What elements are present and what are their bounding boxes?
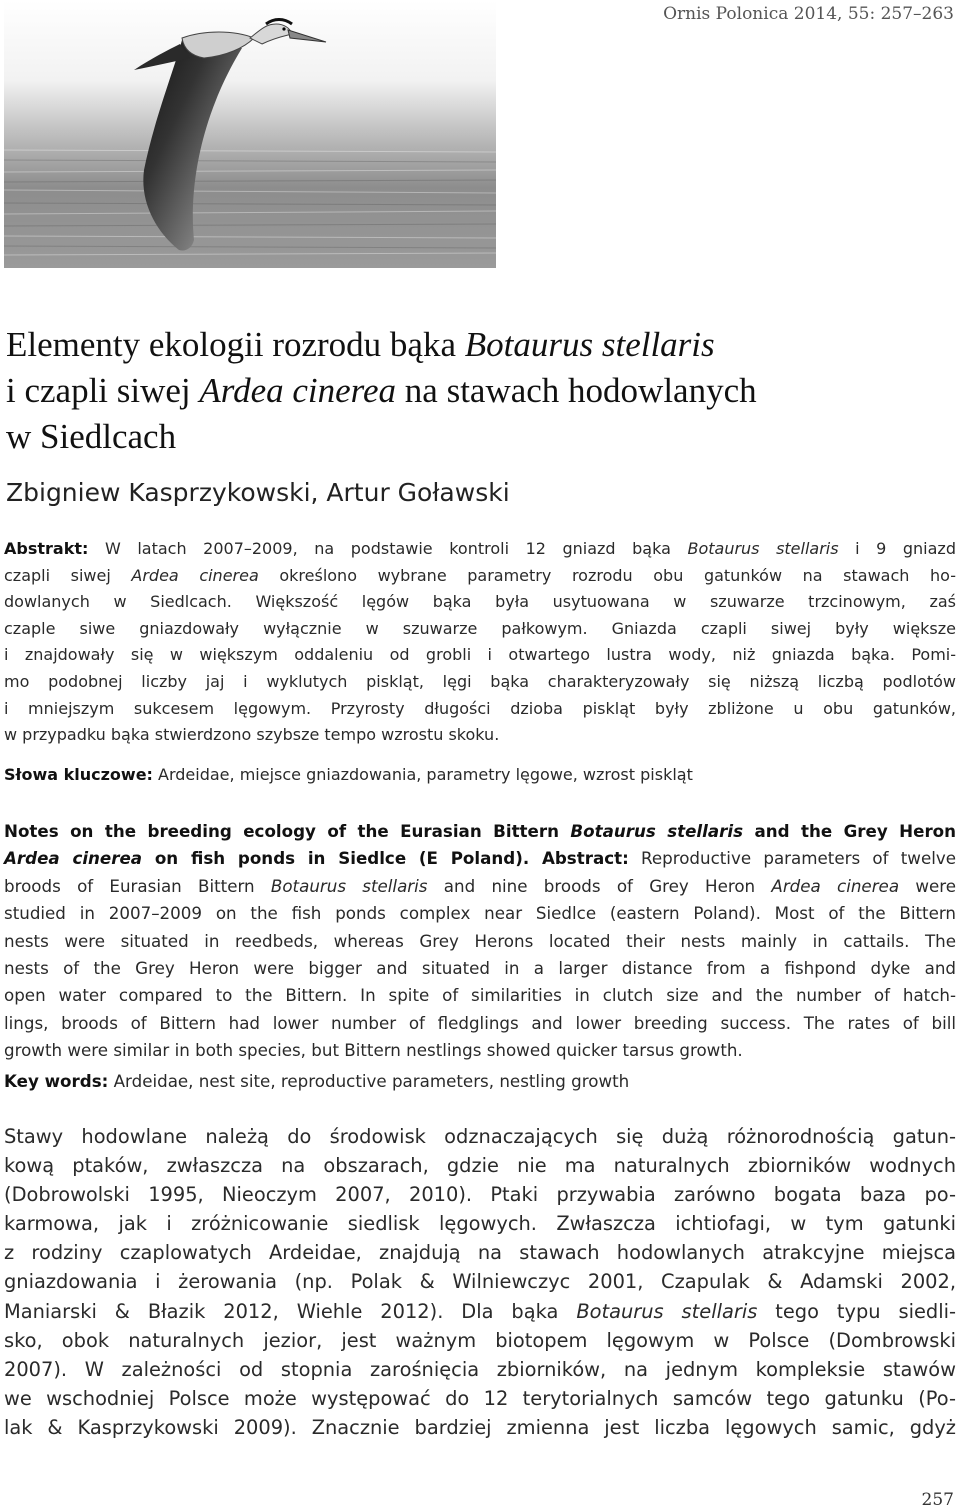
- keywords-label: Słowa kluczowe:: [4, 765, 153, 784]
- body-line: 2007). W zależności od stopnia zarośnięcia zbiorników, na jednym kompleksie stawów: [4, 1357, 956, 1381]
- body-text-span: tego typu siedli-: [757, 1299, 956, 1323]
- abstract-text: and nine broods of Grey Heron: [427, 875, 772, 896]
- title-text: Elementy ekologii rozrodu bąka: [6, 325, 465, 364]
- keywords-english: [4, 1069, 956, 1093]
- abstract-english: [4, 818, 956, 1065]
- body-line: gniazdowania i żerowania (np. Polak & Wilniewczyc 2001, Czapulak & Adamski 2002,: [4, 1270, 956, 1294]
- page-number: 257: [921, 1490, 954, 1510]
- keywords-text: Ardeidae, nest site, reproductive parameters, nestling growth: [108, 1071, 630, 1091]
- abstract-text: w przypadku bąka stwierdzono szybsze tempo wzrostu skoku.: [4, 725, 500, 745]
- species-name: Botaurus stellaris: [570, 821, 744, 841]
- abstract-text: czaple siwe gniazdowały wyłącznie w szuwarze pałkowym. Gniazda czapli siwej były większe: [4, 618, 956, 638]
- title-text: w Siedlcach: [6, 417, 177, 456]
- abstract-text: broods of Eurasian Bittern: [4, 875, 271, 896]
- abstract-text: Reproductive parameters of twelve: [628, 848, 956, 869]
- body-line: sko, obok naturalnych jezior, jest ważnym biotopem lęgowym w Polsce (Dombrowski: [4, 1328, 956, 1352]
- abstract-text: open water compared to the Bittern. In spite of similarities in clutch size and the number of hatch-: [4, 985, 956, 1006]
- keywords-label: Key words:: [4, 1071, 109, 1091]
- abstract-text: nests were situated in reedbeds, whereas Grey Herons located their nests mainly in cattails. The: [4, 930, 956, 951]
- english-title: and the Grey Heron: [743, 821, 957, 841]
- species-name: Botaurus stellaris: [270, 875, 428, 896]
- english-title: on fish ponds in Siedlce (E Poland). Abstract:: [142, 848, 629, 869]
- authors: Zbigniew Kasprzykowski, Artur Goławski: [6, 478, 510, 507]
- abstract-text: W latach 2007–2009, na podstawie kontroli 12 gniazd bąka: [88, 539, 688, 558]
- abstract-text: i 9 gniazd: [838, 539, 956, 558]
- body-text: [4, 1122, 956, 1442]
- body-line: Stawy hodowlane należą do środowisk odznaczających się dużą różnorodnością gatun-: [4, 1125, 956, 1148]
- keywords-polish: [4, 763, 956, 787]
- title-text: na stawach hodowlanych: [396, 371, 757, 410]
- body-line: (Dobrowolski 1995, Nieoczym 2007, 2010). Ptaki przywabia zarówno bogata baza po-: [4, 1183, 956, 1207]
- abstract-text: i mniejszym sukcesem lęgowym. Przyrosty długości dzioba piskląt były zbliżone u obu gatunków,: [4, 698, 956, 718]
- species-name: Botaurus stellaris: [576, 1299, 758, 1323]
- body-line: lak & Kasprzykowski 2009). Znacznie bardziej zmienna jest liczba lęgowych samic, gdyż: [4, 1415, 956, 1439]
- body-text-span: Maniarski & Błazik 2012, Wiehle 2012). Dla bąka: [4, 1299, 577, 1323]
- abstract-text: were: [899, 875, 957, 896]
- article-title: [6, 322, 956, 460]
- body-line: kową ptaków, zwłaszcza na obszarach, gdzie nie ma naturalnych zbiorników wodnych: [4, 1154, 956, 1178]
- species-name: Ardea cinerea: [771, 875, 900, 896]
- body-line: we wschodniej Polsce może występować do 12 terytorialnych samców tego gatunku (Po-: [4, 1386, 956, 1410]
- abstract-text: czapli siwej: [4, 565, 132, 585]
- english-title: Notes on the breeding ecology of the Eurasian Bittern: [4, 821, 571, 841]
- abstract-label: Abstrakt:: [4, 539, 89, 558]
- abstract-text: growth were similar in both species, but Bittern nestlings showed quicker tarsus growth.: [4, 1040, 743, 1061]
- abstract-text: dowlanych w Siedlcach. Większość lęgów bąka była usytuowana w szuwarze trzcinowym, zaś: [4, 592, 956, 612]
- abstract-text: i znajdowały się w większym oddaleniu od grobli i otwartego lustra wody, niż gniazda bąka. Pomi-: [4, 645, 956, 665]
- abstract-text: nests of the Grey Heron were bigger and situated in a larger distance from a fishpond dyke and: [4, 958, 956, 979]
- abstract-text: lings, broods of Bittern had lower number of fledglings and lower breeding success. The rates of bill: [4, 1012, 956, 1033]
- body-line: karmowa, jak i zróżnicowanie siedlisk lęgowych. Zwłaszcza ichtiofagi, w tym gatunki: [4, 1212, 956, 1236]
- abstract-text: studied in 2007–2009 on the fish ponds complex near Siedlce (eastern Poland). Most of the Bittern: [4, 903, 956, 924]
- body-line: z rodziny czaplowatych Ardeidae, znajdują na stawach hodowlanych atrakcyjne miejsca: [4, 1241, 956, 1265]
- abstract-polish: [4, 536, 956, 749]
- title-text: i czapli siwej: [6, 371, 200, 410]
- abstract-text: mo podobnej liczby jaj i wyklutych piskląt, lęgi bąka charakteryzowały się niższą liczbą podlotów: [4, 671, 956, 691]
- species-name: Ardea cinerea: [4, 848, 143, 869]
- species-name: Ardea cinerea: [131, 565, 259, 585]
- journal-citation: Ornis Polonica 2014, 55: 257–263: [663, 4, 954, 24]
- abstract-text: określono wybrane parametry rozrodu obu gatunków na stawach ho-: [258, 565, 956, 585]
- title-species-name: Botaurus stellaris: [464, 325, 715, 364]
- keywords-text: Ardeidae, miejsce gniazdowania, parametry lęgowe, wzrost piskląt: [152, 765, 693, 784]
- title-species-name: Ardea cinerea: [199, 371, 397, 410]
- heron-photo: [4, 0, 496, 268]
- species-name: Botaurus stellaris: [687, 539, 839, 558]
